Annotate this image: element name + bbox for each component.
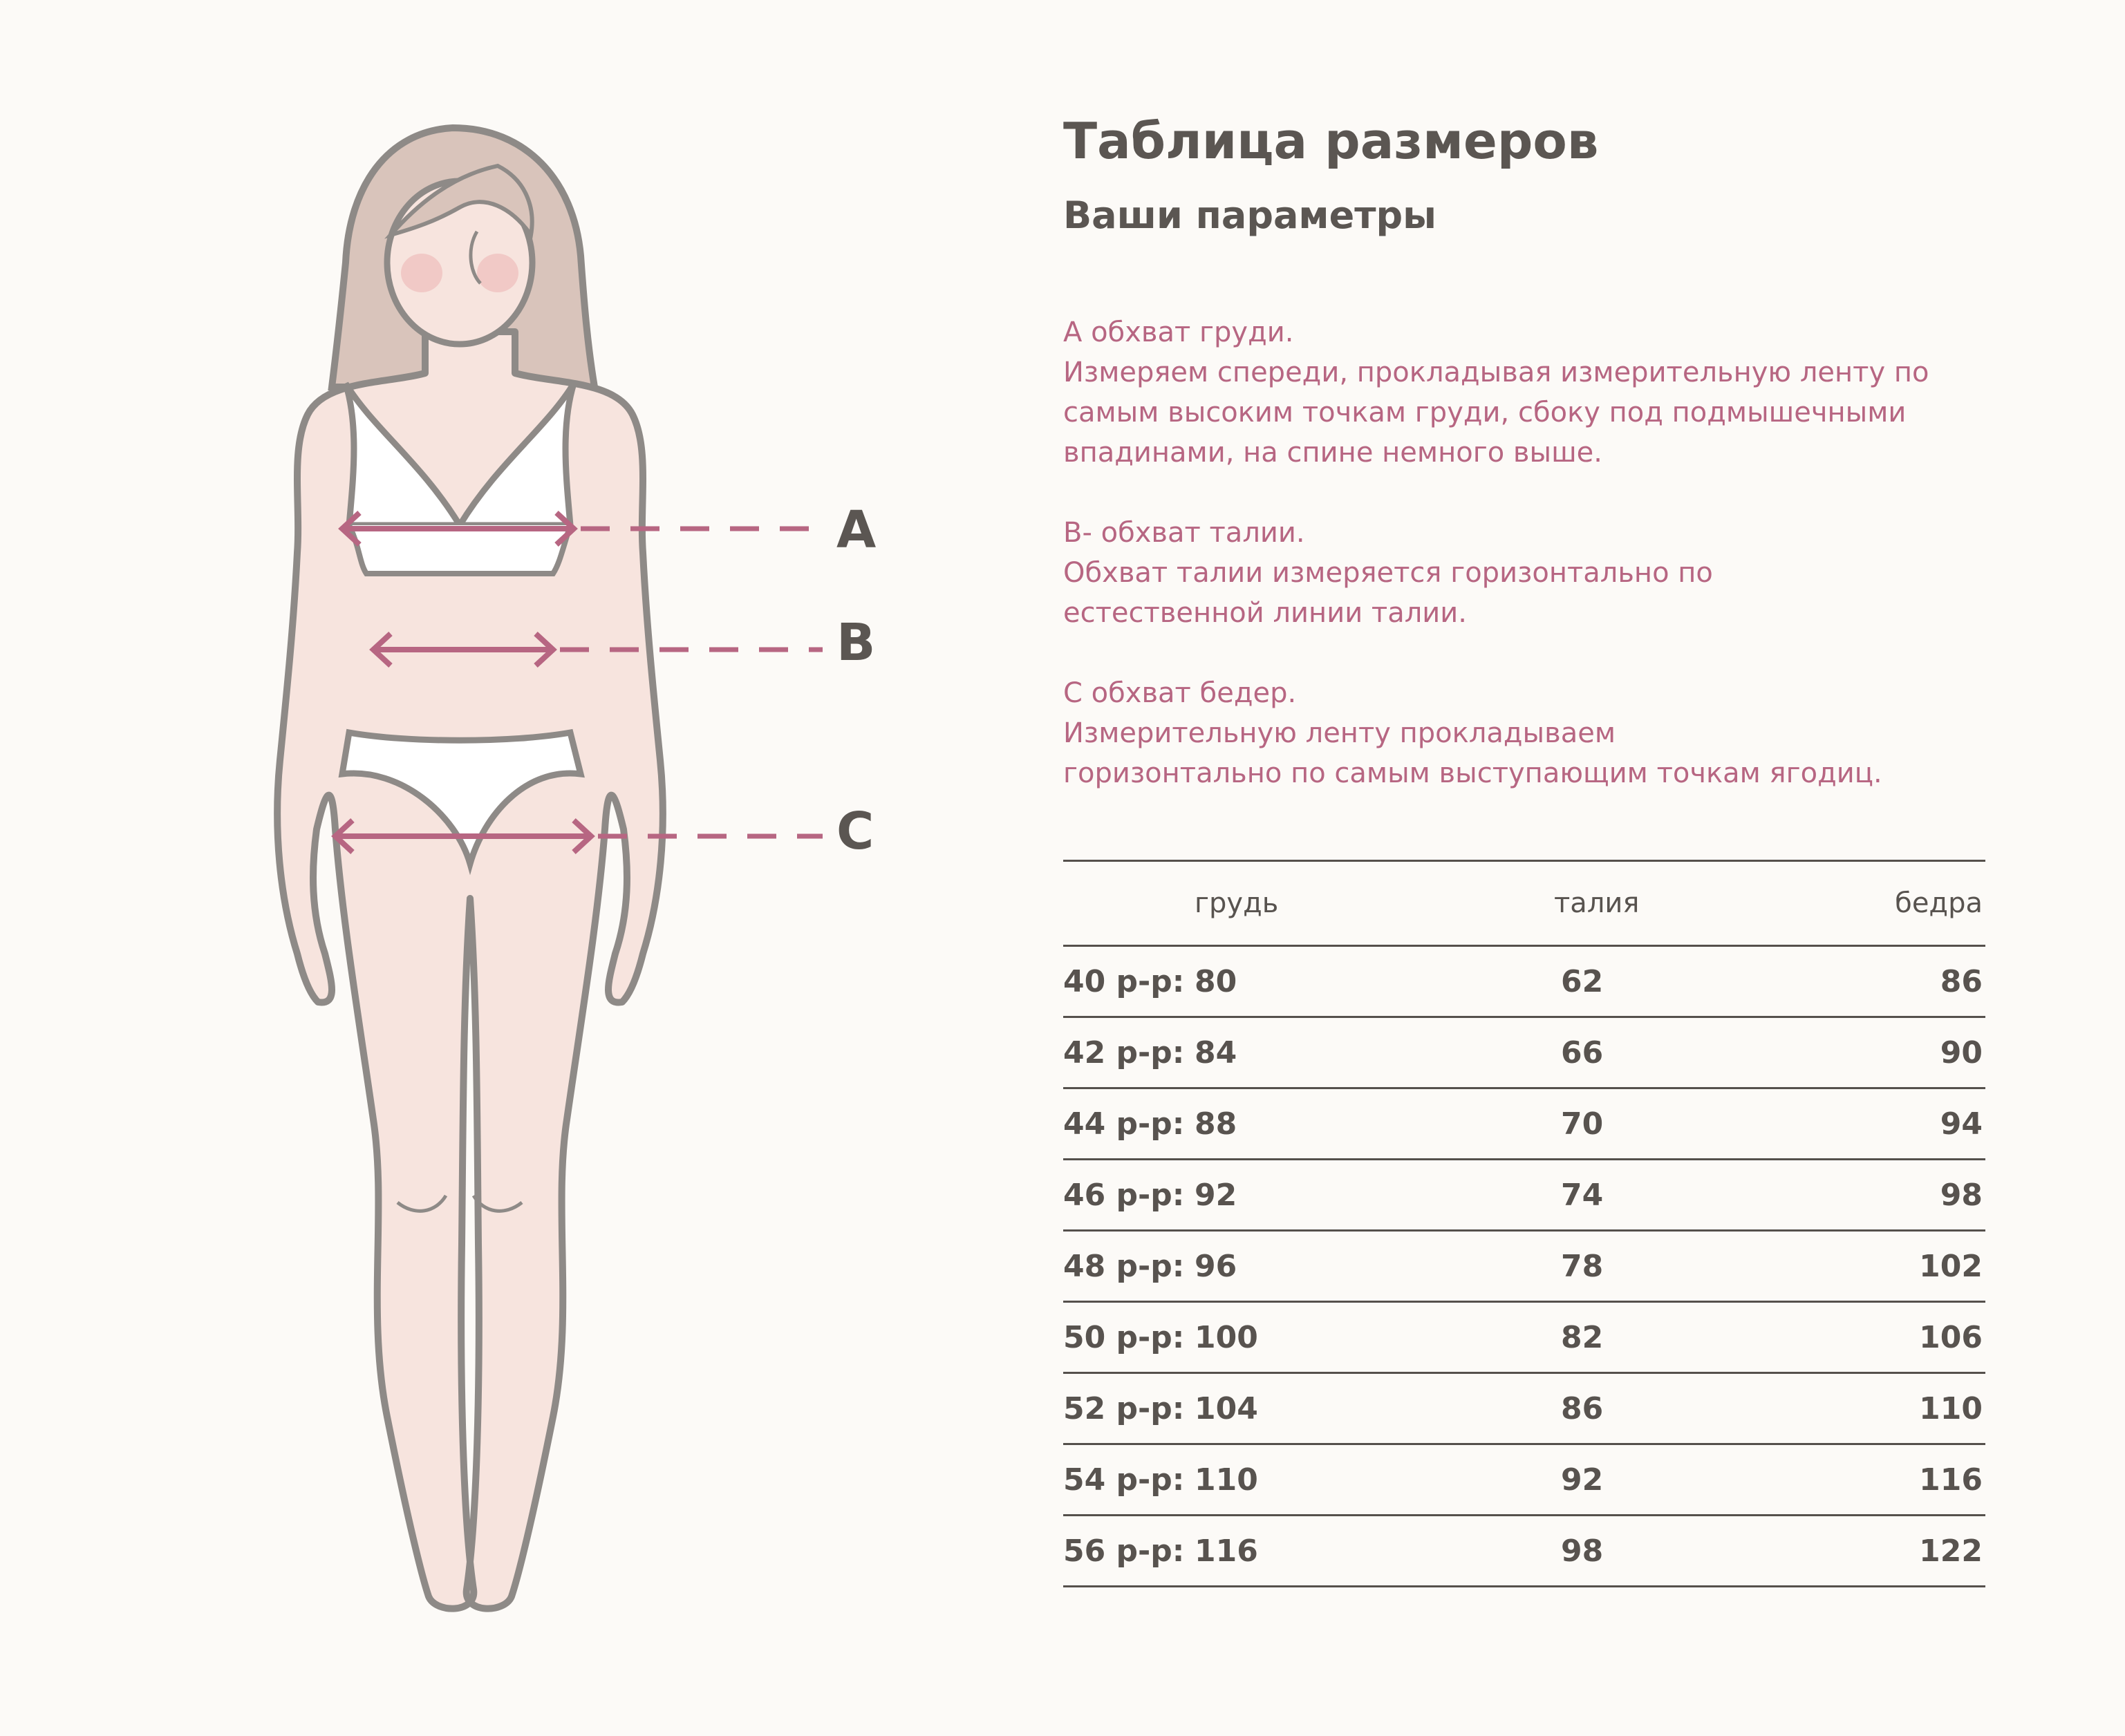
right-cheek — [477, 254, 518, 292]
measurement-text-line: самым высоким точкам груди, сбоку под подмышечными — [1063, 397, 1907, 428]
waist-cell: 70 — [1561, 1106, 1604, 1142]
chest-cell: 88 — [1195, 1106, 1237, 1142]
page-subtitle: Ваши параметры — [1063, 194, 1436, 237]
measurement-text-line: Измерительную ленту прокладываем — [1063, 717, 1616, 749]
size-cell: 56 р-р: — [1063, 1533, 1185, 1569]
chest-cell: 100 — [1195, 1319, 1258, 1355]
measurement-c-label: C — [836, 802, 874, 861]
chest-cell: 96 — [1195, 1248, 1237, 1284]
table-row — [1063, 1374, 1985, 1445]
waist-cell: 66 — [1561, 1035, 1604, 1070]
measurement-text-line: естественной линии талии. — [1063, 597, 1467, 629]
body-figure-illustration — [0, 0, 968, 1736]
chest-cell: 84 — [1195, 1035, 1237, 1070]
chest-cell: 92 — [1195, 1177, 1237, 1213]
hips-cell: 86 — [1940, 963, 1983, 999]
measurement-heading: В- обхват талии. — [1063, 517, 1305, 549]
measurement-heading: А обхват груди. — [1063, 317, 1294, 348]
measurement-text-line: горизонтально по самым выступающим точкам ягодиц. — [1063, 757, 1882, 789]
chest-cell: 116 — [1195, 1533, 1258, 1569]
measurement-b-label: B — [836, 613, 876, 672]
measurement-text-line: Измеряем спереди, прокладывая измерительную ленту по — [1063, 357, 1929, 388]
hips-cell: 116 — [1919, 1462, 1983, 1498]
page-title: Таблица размеров — [1063, 112, 1599, 170]
column-header-waist: талия — [1554, 887, 1640, 919]
waist-cell: 74 — [1561, 1177, 1604, 1213]
waist-cell: 92 — [1561, 1462, 1604, 1498]
chest-cell: 104 — [1195, 1390, 1258, 1426]
size-cell: 52 р-р: — [1063, 1390, 1185, 1426]
size-cell: 54 р-р: — [1063, 1462, 1185, 1498]
measurement-text-line: Обхват талии измеряется горизонтально по — [1063, 557, 1713, 589]
measurement-c-description — [1063, 673, 2045, 793]
waist-cell: 98 — [1561, 1533, 1604, 1569]
chest-cell: 80 — [1195, 963, 1237, 999]
size-cell: 50 р-р: — [1063, 1319, 1185, 1355]
measurement-a-description — [1063, 312, 2045, 473]
hips-cell: 90 — [1940, 1035, 1983, 1070]
hips-cell: 98 — [1940, 1177, 1983, 1213]
size-cell: 48 р-р: — [1063, 1248, 1185, 1284]
hips-cell: 122 — [1919, 1533, 1983, 1569]
measurement-b-description — [1063, 513, 2045, 633]
table-row — [1063, 947, 1985, 1018]
bra-band — [349, 525, 570, 574]
table-row — [1063, 1160, 1985, 1232]
size-cell: 44 р-р: — [1063, 1106, 1185, 1142]
size-table — [1063, 860, 1985, 1587]
hips-cell: 102 — [1919, 1248, 1983, 1284]
waist-cell: 78 — [1561, 1248, 1604, 1284]
measurement-a-label: A — [836, 500, 877, 560]
hips-cell: 110 — [1919, 1390, 1983, 1426]
measurement-text-line: впадинами, на спине немного выше. — [1063, 437, 1602, 469]
table-header — [1063, 862, 1985, 947]
hips-cell: 106 — [1919, 1319, 1983, 1355]
column-header-chest: грудь — [1195, 887, 1279, 919]
table-row — [1063, 1232, 1985, 1303]
waist-cell: 62 — [1561, 963, 1604, 999]
table-row — [1063, 1303, 1985, 1374]
table-row — [1063, 1018, 1985, 1089]
chest-cell: 110 — [1195, 1462, 1258, 1498]
waist-cell: 86 — [1561, 1390, 1604, 1426]
size-cell: 40 р-р: — [1063, 963, 1185, 999]
left-cheek — [401, 254, 442, 292]
measurement-heading: С обхват бедер. — [1063, 677, 1297, 709]
size-cell: 42 р-р: — [1063, 1035, 1185, 1070]
size-cell: 46 р-р: — [1063, 1177, 1185, 1213]
table-row — [1063, 1089, 1985, 1160]
table-row — [1063, 1516, 1985, 1587]
column-header-hips: бедра — [1895, 887, 1983, 919]
table-row — [1063, 1445, 1985, 1516]
hips-cell: 94 — [1940, 1106, 1983, 1142]
waist-cell: 82 — [1561, 1319, 1604, 1355]
